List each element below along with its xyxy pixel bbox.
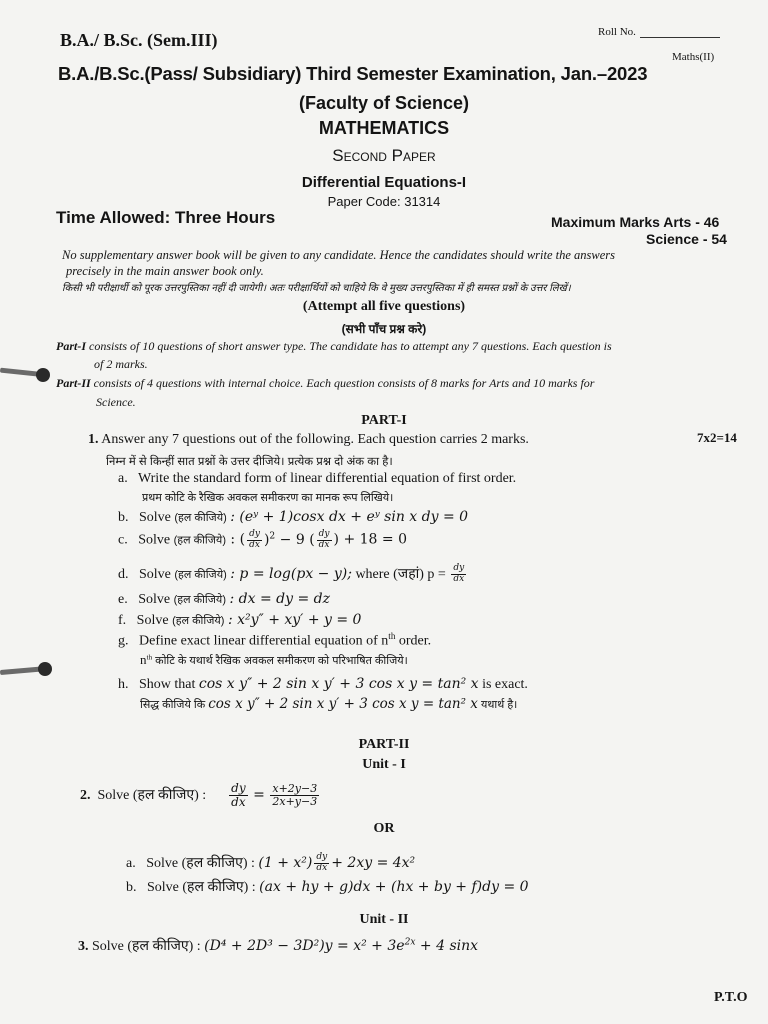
unit-2-heading: Unit - II <box>359 912 409 927</box>
item-f-expression: : x²y″ + xy′ + y = 0 <box>227 612 362 628</box>
item-e <box>118 591 330 608</box>
item-c: c. Solve (हल कीजिये) : ( $\frac{dy}{dx}$ )$^2$ − 9 ( $\frac{dy}{dx}$ ) + 18 = 0 <box>118 529 407 550</box>
item-h-exact: is exact. <box>482 677 528 692</box>
course-short: B.A./ B.Sc. (Sem.III) <box>60 30 218 50</box>
exam-title: B.A./B.Sc.(Pass/ Subsidiary) Third Semester Examination, Jan.–2023 <box>58 63 648 84</box>
question-1-text: Answer any 7 questions out of the following. Each question carries 2 marks. <box>101 432 529 447</box>
binding-hole-bottom <box>38 662 52 676</box>
item-c-hal: (हल कीजिये) <box>173 534 226 547</box>
instruction-line-1: No supplementary answer book will be given to any candidate. Hence the candidates should write the answers <box>62 248 616 262</box>
item-d-fraction: $\frac{dy}{dx}$ <box>453 563 465 585</box>
max-marks-science: Science - 54 <box>646 231 727 247</box>
part1-heading: PART-I <box>361 413 407 428</box>
question-1-marks: 7x2=14 <box>697 430 737 445</box>
faculty: (Faculty of Science) <box>298 93 470 113</box>
roll-number-field <box>598 26 720 38</box>
pto-label: P.T.O <box>714 990 748 1005</box>
item-a-label: a. <box>118 471 128 486</box>
question-2b-solve: Solve (हल कीजिए) : <box>147 880 256 895</box>
part2-heading: PART-II <box>358 737 410 752</box>
part1-instruction-cont: of 2 marks. <box>94 357 148 371</box>
item-c-expression-rest: + 18 = 0 <box>343 531 407 548</box>
time-allowed: Time Allowed: Three Hours <box>56 208 276 227</box>
paper-code: Paper Code: 31314 <box>327 194 441 209</box>
roll-number-label: Roll No. <box>598 26 636 38</box>
item-e-label: e. <box>118 592 128 607</box>
or-separator: OR <box>373 821 395 836</box>
paper-tag: Maths(II) <box>672 51 715 63</box>
item-d-hal: (हल कीजिये) <box>174 569 227 581</box>
item-e-expression: : dx = dy = dz <box>229 591 330 607</box>
item-b-hal: (हल कीजिये) <box>174 512 227 524</box>
item-h-show: Show that <box>139 677 196 692</box>
attempt-instruction-hindi: (सभी पाँच प्रश्न करे) <box>341 322 427 336</box>
item-g-order: order. <box>395 633 432 649</box>
question-1-hindi: निम्न में से किन्हीं सात प्रश्नों के उत्तर दीजिये। प्रत्येक प्रश्न दो अंक का है। <box>106 456 393 468</box>
question-2a: a. Solve (हल कीजिए) : (1 + x²) $\frac{dy}{dx}$ + 2xy = 4x² <box>126 852 416 874</box>
item-b-expression: : (eʸ + 1)cosx dx + eʸ sin x dy = 0 <box>230 509 469 525</box>
item-h-hindi: सिद्ध कीजिये कि cos x y″ + 2 sin x y′ + 3 cos x y = tan² x यथार्थ है। <box>140 696 518 712</box>
topic-title: Differential Equations-I <box>301 174 467 191</box>
question-3-number: 3. <box>78 939 89 954</box>
part2-instruction <box>56 376 594 391</box>
roll-number-blank <box>640 37 720 38</box>
item-f-hal: (हल कीजिये) <box>172 615 225 627</box>
question-3-solve: Solve (हल कीजिए) : <box>92 939 201 954</box>
item-f-label: f. <box>118 613 127 628</box>
max-marks-arts: Maximum Marks Arts - 46 <box>551 214 720 230</box>
item-g-label: g. <box>118 633 129 649</box>
item-d <box>118 564 468 585</box>
item-h <box>118 676 528 693</box>
item-c-solve: Solve <box>138 532 171 548</box>
part1-label: Part-I <box>56 339 86 353</box>
item-g-sup: th <box>388 631 396 641</box>
item-f-solve: Solve <box>136 613 169 628</box>
instruction-line-2: precisely in the main answer book only. <box>66 264 264 278</box>
question-1-number: 1. <box>88 432 99 447</box>
binding-hole-top <box>36 368 50 382</box>
question-2-solve: Solve (हल कीजिए) : <box>97 787 207 803</box>
item-g-hindi: $n^{th}$ कोटि के यथार्थ रैखिक अवकल समीकरण को परिभाषित कीजिये। <box>140 652 408 667</box>
item-c-label: c. <box>118 532 128 548</box>
question-1 <box>88 432 529 448</box>
question-2-lhs-fraction: $\frac{dy}{dx}$ <box>231 781 246 810</box>
item-a-hindi: प्रथम कोटि के रैखिक अवकल समीकरण का मानक रूप लिखिये। <box>142 492 394 504</box>
item-a-text: Write the standard form of linear differential equation of first order. <box>137 471 517 486</box>
item-d-solve: Solve <box>139 567 171 582</box>
item-e-solve: Solve <box>138 592 171 607</box>
item-e-hal: (हल कीजिये) <box>173 594 226 606</box>
part1-instruction <box>56 339 612 354</box>
item-h-expression: cos x y″ + 2 sin x y′ + 3 cos x y = tan² x <box>198 676 479 692</box>
paper-name: Second Paper <box>332 146 436 165</box>
part2-instruction-text: consists of 4 questions with internal choice. Each question consists of 8 marks for Arts and 10 marks for <box>90 376 595 390</box>
question-2: 2. Solve (हल कीजिए) : $\frac{dy}{dx}$ = $\frac{x+2y-3}{2x+y-3}$ <box>80 781 318 810</box>
part2-instruction-cont: Science. <box>96 395 136 409</box>
question-2a-label: a. <box>126 856 136 871</box>
part2-label: Part-II <box>56 376 91 390</box>
item-c-fraction-2: $\frac{dy}{dx}$ <box>318 529 330 550</box>
item-g <box>118 631 431 650</box>
question-2-number: 2. <box>80 787 91 803</box>
item-a <box>118 471 516 487</box>
question-2b <box>126 877 529 896</box>
question-2a-solve: Solve (हल कीजिए) : <box>146 856 255 871</box>
item-d-expression: : p = log(px − y); <box>230 566 352 582</box>
item-f <box>118 612 361 629</box>
item-g-text: Define exact linear differential equation of n <box>139 633 389 649</box>
item-b <box>118 509 468 526</box>
attempt-instruction: (Attempt all five questions) <box>302 299 466 314</box>
question-2b-label: b. <box>126 880 137 895</box>
instruction-hindi: किसी भी परीक्षार्थी को पूरक उत्तरपुस्तिका नहीं दी जायेगी। अतः परीक्षार्थियों को चाहिये कि वे मुख्य उत्तरपुस्तिका में ही समस्त प्रश्नों के उत्तर लिखें। <box>62 283 571 294</box>
item-d-label: d. <box>118 567 129 582</box>
part1-instruction-text: consists of 10 questions of short answer type. The candidate has to attempt any 7 questions. Each question is <box>86 339 612 353</box>
item-c-fraction-1: $\frac{dy}{dx}$ <box>249 529 260 550</box>
question-2a-fraction: $\frac{dy}{dx}$ <box>316 852 328 874</box>
item-b-label: b. <box>118 510 129 525</box>
question-3: 3. Solve (हल कीजिए) : $(D^4 + 2D^3 - 3D^2)y = x^2 + 3e^{2x} + 4$ sinx <box>78 937 479 954</box>
item-b-solve: Solve <box>139 510 171 525</box>
subject-title: MATHEMATICS <box>318 118 450 138</box>
question-2-rhs-fraction: $\frac{x+2y-3}{2x+y-3}$ <box>272 782 318 809</box>
unit-1-heading: Unit - I <box>362 757 406 772</box>
question-2b-expression: (ax + hy + g)dx + (hx + by + f)dy = 0 <box>259 879 529 895</box>
item-h-label: h. <box>118 677 129 692</box>
item-d-where: where (जहां) p = <box>355 567 446 582</box>
